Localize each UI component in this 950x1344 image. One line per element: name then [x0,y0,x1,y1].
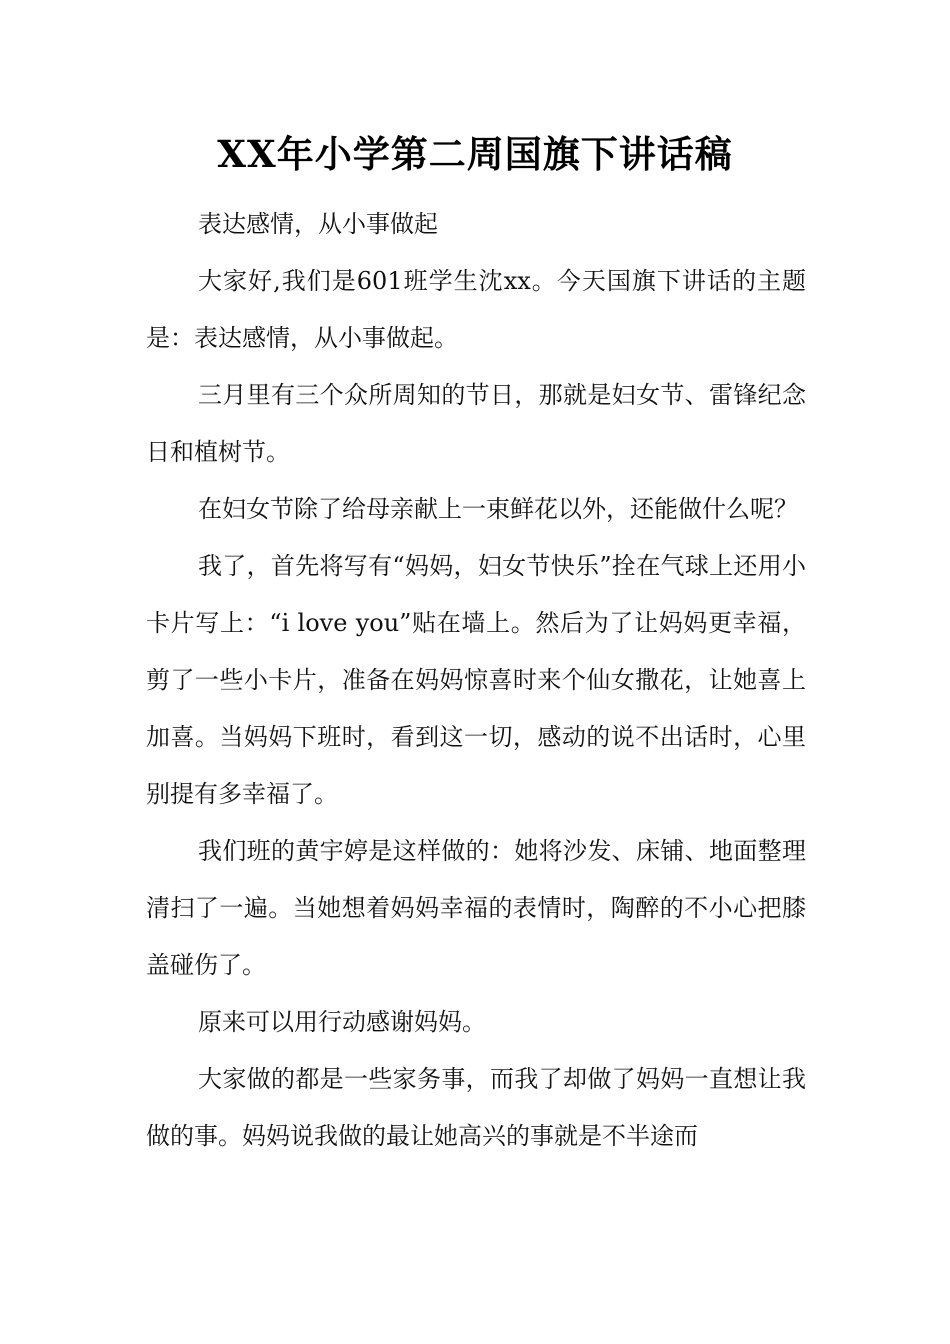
paragraph-my-actions: 我了，首先将写有“妈妈，妇女节快乐”拴在气球上还用小卡片写上：“i love you”贴在墙上。然后为了让妈妈更幸福，剪了一些小卡片，准备在妈妈惊喜时来个仙女撒花，让她喜上加喜。当妈妈下班时，看到这一切，感动的说不出话时，心里别提有多幸福了。 [146,552,806,808]
paragraph-continuation: 大家做的都是一些家务事，而我了却做了妈妈一直想让我做的事。妈妈说我做的最让她高兴的事就是不半途而 [146,1065,806,1150]
paragraph-question: 在妇女节除了给母亲献上一束鲜花以外，还能做什么呢？ [198,495,798,523]
paragraph-festivals: 三月里有三个众所周知的节日，那就是妇女节、雷锋纪念日和植树节。 [146,381,806,466]
document-body [146,196,806,1165]
paragraph-subtitle: 表达感情，从小事做起 [198,210,438,238]
document-title: XX年小学第二周国旗下讲话稿 [217,132,733,176]
paragraph-conclusion: 原来可以用行动感谢妈妈。 [198,1008,486,1036]
paragraph-greeting: 大家好,我们是601班学生沈xx。今天国旗下讲话的主题是：表达感情，从小事做起。 [146,267,806,352]
paragraph-classmate: 我们班的黄宇婷是这样做的：她将沙发、床铺、地面整理清扫了一遍。当她想着妈妈幸福的表情时，陶醉的不小心把膝盖碰伤了。 [146,837,806,979]
